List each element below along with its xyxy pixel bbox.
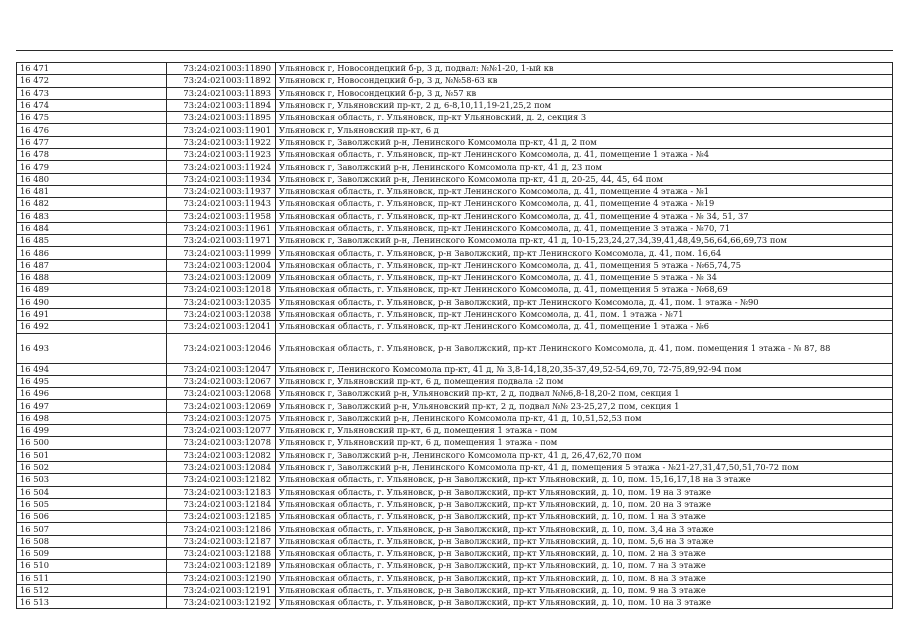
- row-number-cell: 16 474: [17, 99, 167, 111]
- address-cell: Ульяновск г, Заволжский р-н, Ленинского Комсомола пр-кт, 41 д, помещения 5 этажа - №21-27,31,47,50,51,70-72 пом: [276, 461, 893, 473]
- cadastral-number-cell: 73:24:021003:12078: [167, 437, 276, 449]
- row-number-cell: 16 493: [17, 333, 167, 363]
- row-number-cell: 16 496: [17, 388, 167, 400]
- row-number-cell: 16 500: [17, 437, 167, 449]
- row-number-cell: 16 481: [17, 185, 167, 197]
- cadastral-number-cell: 73:24:021003:11943: [167, 198, 276, 210]
- row-number-cell: 16 484: [17, 222, 167, 234]
- address-cell: Ульяновская область, г. Ульяновск, р-н Заволжский, пр-кт Ульяновский, д. 10, пом. 9 на 3 этаже: [276, 584, 893, 596]
- cadastral-number-cell: 73:24:021003:11892: [167, 75, 276, 87]
- table-row: [17, 333, 893, 363]
- address-cell: Ульяновская область, г. Ульяновск, пр-кт Ленинского Комсомола, д. 41, пом. 1 этажа - №71: [276, 308, 893, 320]
- address-cell: Ульяновская область, г. Ульяновск, р-н Заволжский, пр-кт Ульяновский, д. 10, пом. 19 на 3 этаже: [276, 486, 893, 498]
- cadastral-number-cell: 73:24:021003:12047: [167, 363, 276, 375]
- row-number-cell: 16 476: [17, 124, 167, 136]
- address-cell: Ульяновск г, Заволжский р-н, Ульяновский пр-кт, 2 д, подвал №№ 23-25,27,2 пом, секция 1: [276, 400, 893, 412]
- cadastral-number-cell: 73:24:021003:12067: [167, 375, 276, 387]
- address-cell: Ульяновская область, г. Ульяновск, пр-кт Ульяновский, д. 2, секция 3: [276, 112, 893, 124]
- table-row: [17, 235, 893, 247]
- cadastral-number-cell: 73:24:021003:12186: [167, 523, 276, 535]
- address-cell: Ульяновская область, г. Ульяновск, р-н Заволжский, пр-кт Ульяновский, д. 10, пом. 2 на 3 этаже: [276, 547, 893, 559]
- address-cell: Ульяновская область, г. Ульяновск, р-н Заволжский, пр-кт Ульяновский, д. 10, пом. 5,6 на 3 этаже: [276, 535, 893, 547]
- cadastral-number-cell: 73:24:021003:12038: [167, 308, 276, 320]
- address-cell: Ульяновская область, г. Ульяновск, пр-кт Ленинского Комсомола, д. 41, помещения 5 этажа - №68,69: [276, 284, 893, 296]
- row-number-cell: 16 505: [17, 498, 167, 510]
- cadastral-number-cell: 73:24:021003:12077: [167, 425, 276, 437]
- row-number-cell: 16 471: [17, 63, 167, 75]
- table-row: [17, 124, 893, 136]
- table-row: [17, 486, 893, 498]
- row-number-cell: 16 478: [17, 149, 167, 161]
- table-row: [17, 572, 893, 584]
- table-row: [17, 136, 893, 148]
- table-row: [17, 523, 893, 535]
- table-row: [17, 259, 893, 271]
- address-cell: Ульяновск г, Заволжский р-н, Ленинского Комсомола пр-кт, 41 д, 10-15,23,24,27,34,39,41,48,49,56,64,66,69,73 пом: [276, 235, 893, 247]
- cadastral-number-cell: 73:24:021003:12075: [167, 412, 276, 424]
- row-number-cell: 16 485: [17, 235, 167, 247]
- table-body: [17, 63, 893, 609]
- cadastral-number-cell: 73:24:021003:12182: [167, 474, 276, 486]
- cadastral-number-cell: 73:24:021003:12035: [167, 296, 276, 308]
- address-cell: Ульяновск г, Ленинского Комсомола пр-кт, 41 д, № 3,8-14,18,20,35-37,49,52-54,69,70, 72-75,89,92-94 пом: [276, 363, 893, 375]
- address-cell: Ульяновская область, г. Ульяновск, пр-кт Ленинского Комсомола, д. 41, помещение 1 этажа - №4: [276, 149, 893, 161]
- address-cell: Ульяновск г, Заволжский р-н, Ленинского Комсомола пр-кт, 41 д, 2 пом: [276, 136, 893, 148]
- cadastral-number-cell: 73:24:021003:11890: [167, 63, 276, 75]
- table-row: [17, 474, 893, 486]
- table-row: [17, 161, 893, 173]
- address-cell: Ульяновская область, г. Ульяновск, пр-кт Ленинского Комсомола, д. 41, помещение 4 этажа - №1: [276, 185, 893, 197]
- table-row: [17, 149, 893, 161]
- row-number-cell: 16 510: [17, 560, 167, 572]
- cadastral-number-cell: 73:24:021003:12009: [167, 272, 276, 284]
- cadastral-number-cell: 73:24:021003:11895: [167, 112, 276, 124]
- table-row: [17, 461, 893, 473]
- row-number-cell: 16 479: [17, 161, 167, 173]
- address-cell: Ульяновск г, Заволжский р-н, Ленинского Комсомола пр-кт, 41 д, 23 пом: [276, 161, 893, 173]
- row-number-cell: 16 512: [17, 584, 167, 596]
- cadastral-number-cell: 73:24:021003:12185: [167, 511, 276, 523]
- address-cell: Ульяновская область, г. Ульяновск, пр-кт Ленинского Комсомола, д. 41, помещение 5 этажа - № 34: [276, 272, 893, 284]
- row-number-cell: 16 489: [17, 284, 167, 296]
- cadastral-number-cell: 73:24:021003:12190: [167, 572, 276, 584]
- row-number-cell: 16 513: [17, 597, 167, 609]
- row-number-cell: 16 487: [17, 259, 167, 271]
- row-number-cell: 16 511: [17, 572, 167, 584]
- address-cell: Ульяновск г, Заволжский р-н, Ленинского Комсомола пр-кт, 41 д, 20-25, 44, 45, 64 пом: [276, 173, 893, 185]
- address-cell: Ульяновск г, Заволжский р-н, Ленинского Комсомола пр-кт, 41 д, 10,51,52,53 пом: [276, 412, 893, 424]
- table-row: [17, 363, 893, 375]
- address-cell: Ульяновская область, г. Ульяновск, р-н Заволжский, пр-кт Ульяновский, д. 10, пом. 20 на 3 этаже: [276, 498, 893, 510]
- address-cell: Ульяновская область, г. Ульяновск, р-н Заволжский, пр-кт Ульяновский, д. 10, пом. 7 на 3 этаже: [276, 560, 893, 572]
- table-row: [17, 185, 893, 197]
- address-cell: Ульяновская область, г. Ульяновск, пр-кт Ленинского Комсомола, д. 41, помещение 3 этажа - №70, 71: [276, 222, 893, 234]
- address-cell: Ульяновская область, г. Ульяновск, пр-кт Ленинского Комсомола, д. 41, помещение 4 этажа - № 34, 51, 37: [276, 210, 893, 222]
- cadastral-number-cell: 73:24:021003:12004: [167, 259, 276, 271]
- address-cell: Ульяновск г, Заволжский р-н, Ульяновский пр-кт, 2 д, подвал №№6,8-18,20-2 пом, секция 1: [276, 388, 893, 400]
- cadastral-number-cell: 73:24:021003:11958: [167, 210, 276, 222]
- cadastral-number-cell: 73:24:021003:12046: [167, 333, 276, 363]
- table-row: [17, 425, 893, 437]
- cadastral-number-cell: 73:24:021003:12191: [167, 584, 276, 596]
- cadastral-number-cell: 73:24:021003:11894: [167, 99, 276, 111]
- row-number-cell: 16 494: [17, 363, 167, 375]
- address-cell: Ульяновск г, Ульяновский пр-кт, 6 д: [276, 124, 893, 136]
- cadastral-number-cell: 73:24:021003:11893: [167, 87, 276, 99]
- table-row: [17, 284, 893, 296]
- table-row: [17, 597, 893, 609]
- cadastral-number-cell: 73:24:021003:12188: [167, 547, 276, 559]
- row-number-cell: 16 486: [17, 247, 167, 259]
- address-cell: Ульяновск г, Ульяновский пр-кт, 6 д, помещения подвала :2 пом: [276, 375, 893, 387]
- table-row: [17, 412, 893, 424]
- row-number-cell: 16 472: [17, 75, 167, 87]
- table-row: [17, 547, 893, 559]
- cadastral-number-cell: 73:24:021003:12183: [167, 486, 276, 498]
- address-cell: Ульяновск г, Ульяновский пр-кт, 6 д, помещения 1 этажа - пом: [276, 425, 893, 437]
- row-number-cell: 16 495: [17, 375, 167, 387]
- table-row: [17, 112, 893, 124]
- cadastral-number-cell: 73:24:021003:12187: [167, 535, 276, 547]
- address-cell: Ульяновская область, г. Ульяновск, р-н Заволжский, пр-кт Ульяновский, д. 10, пом. 8 на 3 этаже: [276, 572, 893, 584]
- address-cell: Ульяновск г, Новосондецкий б-р, 3 д, подвал: №№1-20, 1-ый кв: [276, 63, 893, 75]
- table-row: [17, 400, 893, 412]
- cadastral-number-cell: 73:24:021003:12189: [167, 560, 276, 572]
- row-number-cell: 16 508: [17, 535, 167, 547]
- table-row: [17, 308, 893, 320]
- table-row: [17, 222, 893, 234]
- address-cell: Ульяновская область, г. Ульяновск, пр-кт Ленинского Комсомола, д. 41, помещение 4 этажа - №19: [276, 198, 893, 210]
- table-row: [17, 511, 893, 523]
- row-number-cell: 16 507: [17, 523, 167, 535]
- row-number-cell: 16 483: [17, 210, 167, 222]
- row-number-cell: 16 497: [17, 400, 167, 412]
- table-row: [17, 437, 893, 449]
- row-number-cell: 16 504: [17, 486, 167, 498]
- row-number-cell: 16 498: [17, 412, 167, 424]
- table-row: [17, 87, 893, 99]
- row-number-cell: 16 509: [17, 547, 167, 559]
- row-number-cell: 16 502: [17, 461, 167, 473]
- cadastral-number-cell: 73:24:021003:11901: [167, 124, 276, 136]
- table-row: [17, 296, 893, 308]
- row-number-cell: 16 491: [17, 308, 167, 320]
- property-registry-table: [16, 62, 893, 609]
- row-number-cell: 16 490: [17, 296, 167, 308]
- row-number-cell: 16 503: [17, 474, 167, 486]
- table-row: [17, 584, 893, 596]
- table-row: [17, 272, 893, 284]
- table-top-border: [16, 50, 893, 51]
- row-number-cell: 16 492: [17, 321, 167, 333]
- cadastral-number-cell: 73:24:021003:12069: [167, 400, 276, 412]
- row-number-cell: 16 499: [17, 425, 167, 437]
- row-number-cell: 16 506: [17, 511, 167, 523]
- table-row: [17, 321, 893, 333]
- address-cell: Ульяновская область, г. Ульяновск, р-н Заволжский, пр-кт Ленинского Комсомола, д. 41, пом. 1 этажа - №90: [276, 296, 893, 308]
- cadastral-number-cell: 73:24:021003:11923: [167, 149, 276, 161]
- address-cell: Ульяновская область, г. Ульяновск, р-н Заволжский, пр-кт Ульяновский, д. 10, пом. 15,16,17,18 на 3 этаже: [276, 474, 893, 486]
- cadastral-number-cell: 73:24:021003:12082: [167, 449, 276, 461]
- cadastral-number-cell: 73:24:021003:12018: [167, 284, 276, 296]
- table-row: [17, 449, 893, 461]
- table-row: [17, 198, 893, 210]
- cadastral-number-cell: 73:24:021003:11934: [167, 173, 276, 185]
- table-row: [17, 99, 893, 111]
- address-cell: Ульяновская область, г. Ульяновск, р-н Заволжский, пр-кт Ульяновский, д. 10, пом. 1 на 3 этаже: [276, 511, 893, 523]
- cadastral-number-cell: 73:24:021003:12192: [167, 597, 276, 609]
- address-cell: Ульяновск г, Ульяновский пр-кт, 6 д, помещения 1 этажа - пом: [276, 437, 893, 449]
- cadastral-number-cell: 73:24:021003:12084: [167, 461, 276, 473]
- table-row: [17, 75, 893, 87]
- address-cell: Ульяновск г, Новосондецкий б-р, 3 д, №57 кв: [276, 87, 893, 99]
- row-number-cell: 16 475: [17, 112, 167, 124]
- cadastral-number-cell: 73:24:021003:11937: [167, 185, 276, 197]
- table-row: [17, 498, 893, 510]
- cadastral-number-cell: 73:24:021003:11922: [167, 136, 276, 148]
- cadastral-number-cell: 73:24:021003:11961: [167, 222, 276, 234]
- row-number-cell: 16 473: [17, 87, 167, 99]
- table-row: [17, 375, 893, 387]
- address-cell: Ульяновская область, г. Ульяновск, р-н Заволжский, пр-кт Ульяновский, д. 10, пом. 3,4 на 3 этаже: [276, 523, 893, 535]
- address-cell: Ульяновск г, Ульяновский пр-кт, 2 д, 6-8,10,11,19-21,25,2 пом: [276, 99, 893, 111]
- cadastral-number-cell: 73:24:021003:11999: [167, 247, 276, 259]
- address-cell: Ульяновская область, г. Ульяновск, пр-кт Ленинского Комсомола, д. 41, помещения 5 этажа - №65,74,75: [276, 259, 893, 271]
- row-number-cell: 16 482: [17, 198, 167, 210]
- cadastral-number-cell: 73:24:021003:11971: [167, 235, 276, 247]
- table-row: [17, 173, 893, 185]
- cadastral-number-cell: 73:24:021003:12184: [167, 498, 276, 510]
- row-number-cell: 16 488: [17, 272, 167, 284]
- address-cell: Ульяновская область, г. Ульяновск, пр-кт Ленинского Комсомола, д. 41, помещение 1 этажа - №6: [276, 321, 893, 333]
- table-row: [17, 388, 893, 400]
- row-number-cell: 16 480: [17, 173, 167, 185]
- address-cell: Ульяновск г, Заволжский р-н, Ленинского Комсомола пр-кт, 41 д, 26,47,62,70 пом: [276, 449, 893, 461]
- row-number-cell: 16 501: [17, 449, 167, 461]
- address-cell: Ульяновск г, Новосондецкий б-р, 3 д, №№58-63 кв: [276, 75, 893, 87]
- address-cell: Ульяновская область, г. Ульяновск, р-н Заволжский, пр-кт Ленинского Комсомола, д. 41, пом. помещения 1 этажа - № 87, 88: [276, 333, 893, 363]
- cadastral-number-cell: 73:24:021003:11924: [167, 161, 276, 173]
- cadastral-number-cell: 73:24:021003:12041: [167, 321, 276, 333]
- table-row: [17, 210, 893, 222]
- address-cell: Ульяновская область, г. Ульяновск, р-н Заволжский, пр-кт Ленинского Комсомола, д. 41, пом. 16,64: [276, 247, 893, 259]
- table-row: [17, 535, 893, 547]
- row-number-cell: 16 477: [17, 136, 167, 148]
- cadastral-number-cell: 73:24:021003:12068: [167, 388, 276, 400]
- table-row: [17, 247, 893, 259]
- address-cell: Ульяновская область, г. Ульяновск, р-н Заволжский, пр-кт Ульяновский, д. 10, пом. 10 на 3 этаже: [276, 597, 893, 609]
- table-row: [17, 63, 893, 75]
- table-row: [17, 560, 893, 572]
